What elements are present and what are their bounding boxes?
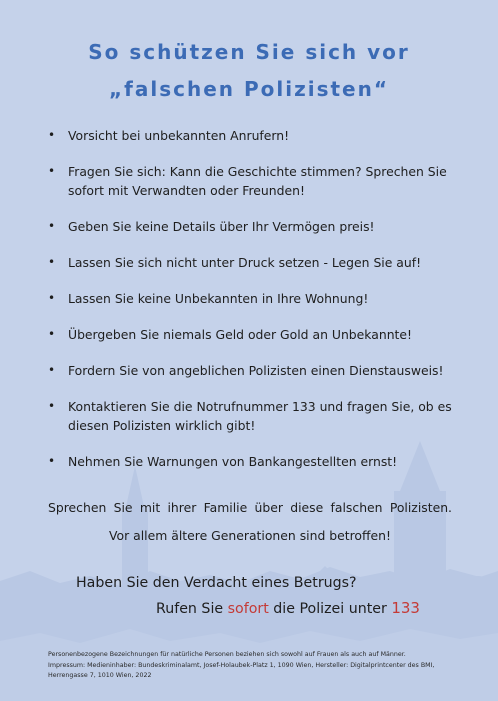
tips-list xyxy=(48,126,460,488)
list-item xyxy=(48,289,460,308)
emergency-number: 133 xyxy=(391,599,420,617)
page-title xyxy=(0,34,498,108)
bullet-icon: • xyxy=(48,255,56,269)
call-emphasis: sofort xyxy=(227,601,269,617)
call-police-line xyxy=(156,598,420,619)
tip-text: Fordern Sie von angeblichen Polizisten einen Dienstausweis! xyxy=(68,363,444,378)
bullet-icon: • xyxy=(48,219,56,233)
list-item xyxy=(48,126,460,145)
list-item xyxy=(48,452,460,471)
bullet-icon: • xyxy=(48,327,56,341)
tip-text: Kontaktieren Sie die Notrufnummer 133 und fragen Sie, ob es diesen Polizisten wirklich gibt! xyxy=(68,399,452,433)
tip-text: Fragen Sie sich: Kann die Geschichte stimmen? Sprechen Sie sofort mit Verwandten oder Freunden! xyxy=(68,164,447,198)
call-prefix: Rufen Sie xyxy=(156,601,228,617)
bullet-icon: • xyxy=(48,164,56,178)
list-item xyxy=(48,253,460,272)
bullet-icon: • xyxy=(48,399,56,413)
tip-text: Lassen Sie keine Unbekannten in Ihre Wohnung! xyxy=(68,291,369,306)
list-item xyxy=(48,325,460,344)
tip-text: Vorsicht bei unbekannten Anrufern! xyxy=(68,128,290,143)
family-notice-line-2: Vor allem ältere Generationen sind betroffen! xyxy=(109,528,391,543)
title-line-2: „falschen Polizisten“ xyxy=(109,77,389,101)
list-item xyxy=(48,361,460,380)
list-item xyxy=(48,397,460,435)
footer-impressum: Impressum: Medieninhaber: Bundeskriminalamt, Josef-Holaubek-Platz 1, 1090 Wien, Hersteller: Digitalprintcenter des BMI, Herrengasse 7, 1010 Wien, 2022 xyxy=(48,661,435,679)
tip-text: Lassen Sie sich nicht unter Druck setzen - Legen Sie auf! xyxy=(68,255,422,270)
call-middle: die Polizei unter xyxy=(268,601,392,617)
family-notice-line-1: Sprechen Sie mit ihrer Familie über diese falschen Polizisten. xyxy=(48,500,452,515)
list-item xyxy=(48,162,460,200)
family-notice xyxy=(48,498,452,546)
tip-text: Übergeben Sie niemals Geld oder Gold an Unbekannte! xyxy=(68,327,412,342)
title-line-1: So schützen Sie sich vor xyxy=(88,40,410,64)
footer-gender-note: Personenbezogene Bezeichnungen für natürliche Personen beziehen sich sowohl auf Frauen als auch auf Männer. xyxy=(48,651,406,658)
bullet-icon: • xyxy=(48,291,56,305)
list-item xyxy=(48,217,460,236)
tip-text: Nehmen Sie Warnungen von Bankangestellten ernst! xyxy=(68,454,398,469)
tip-text: Geben Sie keine Details über Ihr Vermögen preis! xyxy=(68,219,375,234)
bullet-icon: • xyxy=(48,128,56,142)
bullet-icon: • xyxy=(48,363,56,377)
suspicion-question: Haben Sie den Verdacht eines Betrugs? xyxy=(76,575,357,591)
bullet-icon: • xyxy=(48,454,56,468)
footer-imprint xyxy=(48,650,452,682)
